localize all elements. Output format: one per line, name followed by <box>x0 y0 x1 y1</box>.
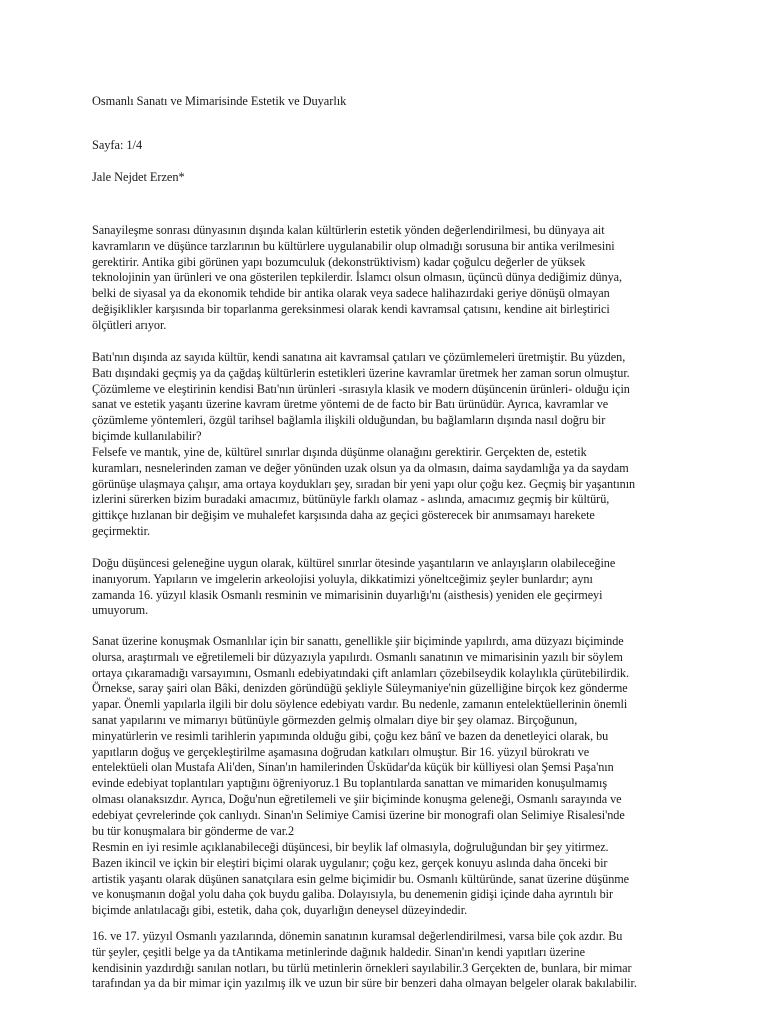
paragraph-line: Resmin en iyi resimle açıklanabileceği düşüncesi, bir beylik laf olmasıyla, doğruluğundan bir şey yitirmez. <box>92 840 609 854</box>
paragraph-line: gittikçe hızlanan bir değişim ve muhalefet karşısında daha az geçici gösterecek bir anımsamayı harekete <box>92 508 595 523</box>
paragraph-line: biçimde kullanılabilir? <box>92 429 202 443</box>
paragraph-line: inanıyorum. Yapıların ve imgelerin arkeolojisi yoluyla, dikkatimizi yöneltceğimiz şeyler bunlardır; aynı <box>92 571 593 586</box>
paragraph-line: Felsefe ve mantık, yine de, kültürel sınırlar dışında düşünme olanağını gerektirir. Gerçekten de, estetik <box>92 445 587 459</box>
paragraph-line: kuramları, nesnelerinden zaman ve değer yönünden uzak olsun ya da olmasın, daima saydamlığa ya da saydam <box>92 460 629 475</box>
paragraph-line: olursa, araştırmalı ve eğretilemeli bir düzyazıyla yapılırdı. Osmanlı sanatının ve mimarisinin yazılı bir söylem <box>92 649 623 664</box>
paragraph-line: Çözümleme ve eleştirinin kendisi Batı'nın ürünleri -sırasıyla klasik ve modern düşüncenin ürünleri- olduğu için <box>92 381 630 396</box>
paragraph-line: Sanayileşme sonrası dünyasının dışında kalan kültürlerin estetik yönden değerlendirilmesi, bu dünyaya ait <box>92 223 605 237</box>
paragraph-line: minyatürlerin ve resimli tarihlerin yapımında olduğu gibi, çoğu kez bânî ve bazen da denetleyici olarak, bu <box>92 728 609 743</box>
paragraph-line: kavramların ve düşünce tarzlarının bu kültürlere uygulanabilir olup olmadığı sorusuna bir antika verilmesini <box>92 238 615 253</box>
paragraph-line: artistik yaşantı olarak düşünen sanatçılara esin gelme biçimidir bu. Osmanlı kültüründe, sanat üzerine düşünme <box>92 871 630 886</box>
paragraph-line: ölçütleri arıyor. <box>92 317 167 332</box>
author-name: Jale Nejdet Erzen* <box>92 170 185 184</box>
paragraph-line: kendisinin yazdırdığı sanılan notları, bu türlü metinlerin örnekleri sayılabilir.3 Gerçekten de, bunlara, bir mimar <box>92 960 632 975</box>
paragraph-line: ve konuşmanın doğal yolu daha çok buydu galiba. Dolayısıyla, bu denemenin gidişi içinde daha ayrıntılı bir <box>92 887 614 902</box>
paragraph-line: Örnekse, saray şairi olan Bâki, denizden göründüğü şekliyle Süleymaniye'nin güzelliğine birçok kez gönderme <box>92 681 628 696</box>
paragraph-line: geçirmektir. <box>92 524 150 538</box>
paragraph-line: sanat yapılarını ve mimarıyı bütünüyle görmezden gelmiş olmaları diye bir şey olamaz. Birçoğunun, <box>92 713 578 727</box>
paragraph-line: olması olanaksızdır. Ayrıca, Doğu'nun eğretilemeli ve şiir biçiminde konuşma geleneği, Osmanlı sarayında ve <box>92 792 622 806</box>
paragraph-line: değişiklikler karşısında bir toparlanma gereksinmesi olarak kendi kavramsal çatısını, kendine ait birleştirici <box>92 302 610 316</box>
paragraph-line: teknolojinin yan ürünleri ve ona gösterilen tepkilerdir. İslamcı olsun olmasın, üçüncü dünya dediğimiz dünya, <box>92 270 623 285</box>
paragraph-line: biçimde anlatılacağı gibi, estetik, daha çok, duyarlığın deneysel düzeyindedir. <box>92 903 468 918</box>
paragraph-line: bu tür konuşmalara bir gönderme de var.2 <box>92 823 295 838</box>
paragraph-line: zamanda 16. yüzyıl klasik Osmanlı resminin ve mimarisinin duyarlığı'nı (aisthesis) yeniden ele geçirmeyi <box>92 587 603 602</box>
paragraph-line: sanat ve estetik yaşantı üzerine kavram üretme yöntemi de de facto bir Batı ürünüdür. Ayrıca, kavramlar ve <box>92 397 609 412</box>
paragraph-line: gerektirir. Antika gibi görünen yapı bozumculuk (dekonstrüktivism) kadar çoğulcu değerler de yüksek <box>92 254 586 269</box>
paragraph-line: evinde edebiyat toplantıları yaptığını öğreniyoruz.1 Bu toplantılarda sanattan ve mimariden konuşulmamış <box>92 776 608 791</box>
paragraph-line: ortaya çıkaramadığı varsayımını, Osmanlı edebiyatındaki çift anlamları çözebilseydik kolaylıkla çürütebilirdik. <box>92 665 629 680</box>
paragraph-line: Sanat üzerine konuşmak Osmanlılar için bir sanattı, genellikle şiir biçiminde yapılırdı, ama düzyazı biçiminde <box>92 634 624 648</box>
paragraph-line: entelektüeli olan Mustafa Ali'den, Sinan'ın hamilerinden Üsküdar'da küçük bir külliyesi olan Şemsi Paşa'nın <box>92 760 614 775</box>
paragraph-line: edebiyat çevrelerinde çok canlıydı. Sinan'ın Selimiye Camisi üzerine bir monografi olan Selimiye Risalesi'nde <box>92 807 625 822</box>
paragraph-line: Bazen ikincil ve içkin bir eleştiri biçimi olarak uygulanır; çoğu kez, gerçek konuyu aslında daha önceki bir <box>92 855 608 870</box>
paragraph-line: çözümleme yöntemleri, özgül tarihsel bağlamla ilişkili olduğundan, bu bağlamların dışında nasıl doğru bir <box>92 413 606 428</box>
document-title: Osmanlı Sanatı ve Mimarisinde Estetik ve Duyarlık <box>92 94 347 108</box>
paragraph-line: yapıtların doğuş ve gerçekleştirilme aşamasına doğrudan katkıları olmuştur. Bir 16. yüzyıl bürokratı ve <box>92 744 590 759</box>
paragraph-line: 16. ve 17. yüzyıl Osmanlı yazılarında, dönemin sanatının kuramsal değerlendirilmesi, varsa bile çok azdır. Bu <box>92 929 623 943</box>
document-page <box>92 0 668 1024</box>
paragraph-line: umuyorum. <box>92 603 149 618</box>
paragraph-line: Batı dışındaki geçmiş ya da çağdaş kültürlerin estetikleri üzerine kavramlar üretmek her zaman sorun olmuştur. <box>92 365 630 380</box>
paragraph-line: görünüşe ulaşmaya çalışır, ama ortaya koydukları şey, sıradan bir yeni yapı olur çoğu kez. Geçmiş bir yaşantının <box>92 476 636 491</box>
paragraph-line: izlerini sürerken bizim buradaki amacımız, bütünüyle farklı olamaz - aslında, amacımız geçmiş bir kültürü, <box>92 492 610 507</box>
paragraph-line: yapar. Önemli yapılarla ilgili bir dolu söylence edebiyatı vardır. Bu nedenle, zamanın entelektüellerinin önemli <box>92 697 628 712</box>
page-number-label: Sayfa: 1/4 <box>92 138 143 152</box>
paragraph-line: tarafından ya da bir mimar için yazılmış ilk ve uzun bir süre bir benzeri daha olmayan belgeler olarak bakılabilir. <box>92 976 637 991</box>
paragraph-line: belki de siyasal ya da ekonomik tehdide bir antika olarak veya sadece halihazırdaki geriye dönüşü olmayan <box>92 286 610 301</box>
paragraph-line: Batı'nın dışında az sayıda kültür, kendi sanatına ait kavramsal çatıları ve çözümlemeleri üretmiştir. Bu yüzden, <box>92 350 626 364</box>
paragraph-line: Doğu düşüncesi geleneğine uygun olarak, kültürel sınırlar ötesinde yaşantıların ve anlayışların olabileceğine <box>92 556 616 570</box>
paragraph-line: tür şeyler, çeşitli belge ya da tAntikama metinlerinde dağınık haldedir. Sinan'ın kendi yapıtları üzerine <box>92 944 585 959</box>
